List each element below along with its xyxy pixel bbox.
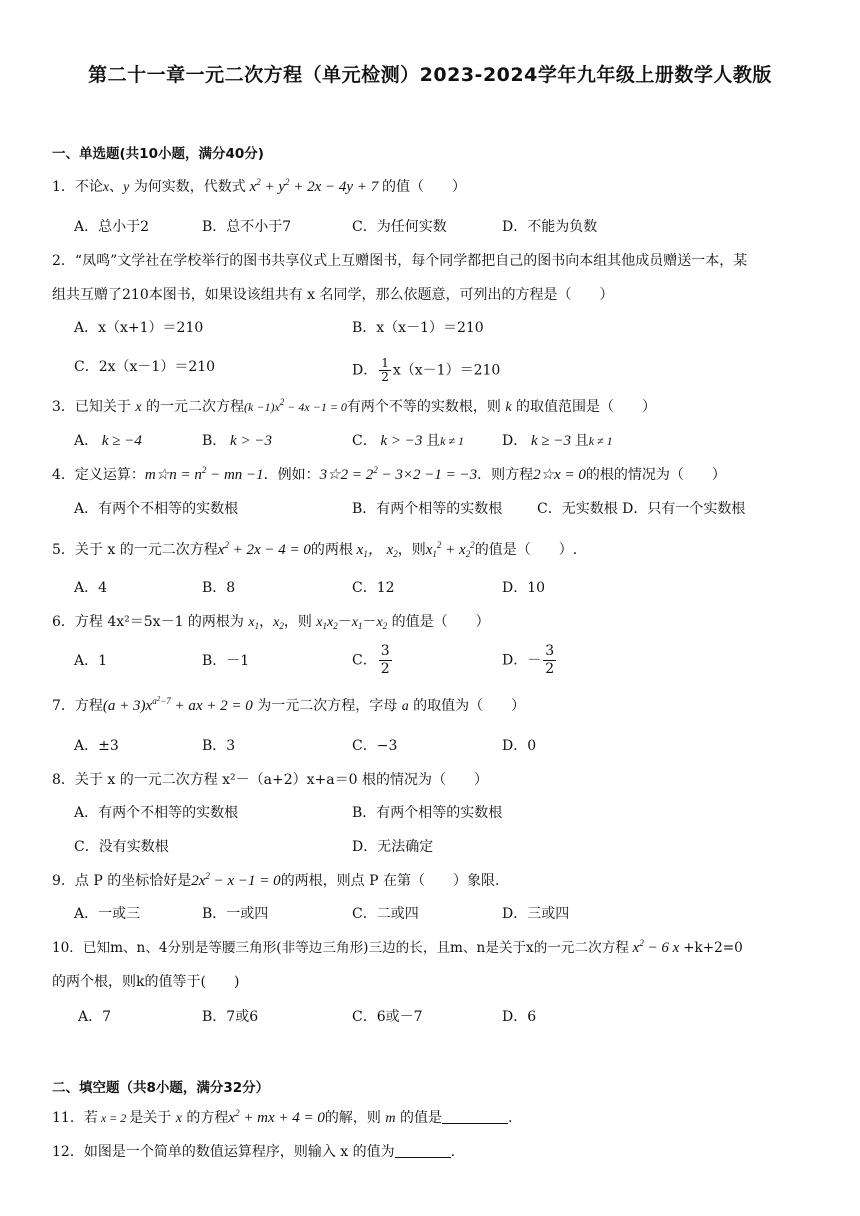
question-5: 5．关于 x 的一元二次方程$x^2 + 2x - 4 = 0$的两根 $x_1$， $x_2$，则$x_1^2 + x_2^2$的值是（ ）. — [52, 540, 578, 559]
q3-option-b[interactable]: B． k > −3 — [202, 433, 272, 449]
q7-option-b[interactable]: B．3 — [202, 738, 236, 754]
q7-option-c[interactable]: C．−3 — [352, 738, 398, 754]
q3-option-d[interactable]: D． k ≥ −3 且k ≠ 1 — [502, 433, 613, 449]
q2-option-a[interactable]: A．x（x+1）＝210 — [74, 320, 204, 336]
section-heading-fill-in: 二、填空题（共8小题，满分32分） — [52, 1080, 270, 1096]
question-12: 12．如图是一个简单的数值运算程序，则输入 x 的值为 . — [52, 1144, 456, 1160]
q8-option-a[interactable]: A．有两个不相等的实数根 — [74, 805, 239, 821]
q8-option-d[interactable]: D．无法确定 — [352, 839, 434, 855]
question-2-line-1: 2．“凤鸣”文学社在学校举行的图书共享仪式上互赠图书，每个同学都把自己的图书向本组其他成员赠送一本，某 — [52, 253, 748, 269]
q11-answer-blank[interactable] — [442, 1109, 508, 1124]
question-11: 11．若 x = 2 是关于 x 的方程$x^2$ + mx + 4 = 0的解，则 m 的值是 . — [52, 1108, 513, 1126]
q8-option-c[interactable]: C．没有实数根 — [74, 839, 169, 855]
q1-expression: $x^2 + y^2 + 2x - 4y + 7$ — [245, 177, 382, 195]
question-8: 8．关于 x 的一元二次方程 x²－（a+2）x+a＝0 根的情况为（ ） — [52, 772, 488, 788]
question-7: 7．方程$(a + 3)x^{a^2-7}$ + ax + 2 = 0 为一元二次方程，字母 a 的取值为（ ） — [52, 695, 526, 714]
q3-equation: $(k -1)x^2 - 4x -1 = 0$ — [244, 397, 347, 414]
q9-option-b[interactable]: B．一或四 — [202, 906, 269, 922]
question-3: 3．已知关于 x 的一元二次方程$(k -1)x^2 - 4x -1 = 0$有两个不等的实数根，则 k 的取值范围是（ ） — [52, 397, 657, 415]
q12-answer-blank[interactable] — [395, 1143, 451, 1158]
q2-option-b[interactable]: B．x（x－1）＝210 — [352, 320, 484, 336]
q7-option-a[interactable]: A．±3 — [74, 738, 119, 754]
question-1: 1．不论x、y 为何实数，代数式 $x^2 + y^2 + 2x - 4y + 7$ 的值（ ） — [52, 177, 466, 195]
q6-option-d[interactable]: D．－ $\frac{3}{2}$ — [502, 643, 555, 677]
q4-option-b[interactable]: B．有两个相等的实数根 — [352, 501, 503, 517]
question-4: 4．定义运算：m☆n = $n^2$ − mn −1．例如：3☆2 = $2^2 - 3\times 2 -1 = -3$．则方程2☆x = 0的根的情况为（ ） — [52, 465, 726, 483]
q6-option-a[interactable]: A．1 — [74, 653, 108, 669]
q1-option-a[interactable]: A．总小于2 — [74, 219, 150, 235]
q10-option-a[interactable]: A．7 — [78, 1009, 112, 1025]
q2-half-fraction: $\frac{1}{2}$ — [381, 356, 389, 384]
question-2-line-2: 组共互赠了210本图书，如果设该组共有 x 名同学，那么依题意，可列出的方程是（ ） — [52, 287, 614, 303]
question-9: 9．点 P 的坐标恰好是$2x^2 - x -1 = 0$的两根，则点 P 在第（ ）象限. — [52, 871, 500, 889]
q8-option-b[interactable]: B．有两个相等的实数根 — [352, 805, 503, 821]
q9-option-c[interactable]: C．二或四 — [352, 906, 419, 922]
q1-option-d[interactable]: D．不能为负数 — [502, 219, 598, 235]
q5-option-b[interactable]: B．8 — [202, 580, 236, 596]
q3-option-a[interactable]: A． k ≥ −4 — [74, 433, 142, 449]
q7-option-d[interactable]: D．0 — [502, 738, 537, 754]
q9-option-d[interactable]: D．三或四 — [502, 906, 570, 922]
q10-option-c[interactable]: C．6或－7 — [352, 1009, 423, 1025]
page-title: 第二十一章一元二次方程（单元检测）2023-2024学年九年级上册数学人教版 — [88, 64, 772, 86]
q10-option-d[interactable]: D．6 — [502, 1009, 537, 1025]
q5-option-c[interactable]: C．12 — [352, 580, 395, 596]
q10-option-b[interactable]: B．7或6 — [202, 1009, 259, 1025]
q6-option-b[interactable]: B．－1 — [202, 653, 250, 669]
q6-option-c[interactable]: C． $\frac{3}{2}$ — [352, 643, 390, 677]
q9-option-a[interactable]: A．一或三 — [74, 906, 141, 922]
q2-option-c[interactable]: C．2x（x－1）＝210 — [74, 359, 216, 375]
section-heading-single-choice: 一、单选题(共10小题，满分40分) — [52, 146, 264, 162]
question-6: 6．方程 4x²＝5x－1 的两根为 $x_1$，$x_2$，则 $x_1x_2-x_1-x_2$ 的值是（ ） — [52, 614, 490, 631]
question-10-line-2: 的两个根，则k的值等于( ) — [52, 974, 240, 990]
q1-option-c[interactable]: C．为任何实数 — [352, 219, 447, 235]
q5-option-a[interactable]: A．4 — [74, 580, 108, 596]
q5-option-d[interactable]: D．10 — [502, 580, 546, 596]
q4-option-cd[interactable]: C．无实数根 D．只有一个实数根 — [537, 501, 746, 517]
q1-option-b[interactable]: B．总不小于7 — [202, 219, 292, 235]
question-10-line-1: 10．已知m、n、4分别是等腰三角形(非等边三角形)三边的长，且m、n是关于x的一元二次方程 $x^2 - 6$ x +k+2=0 — [52, 938, 743, 956]
q3-option-c[interactable]: C． k > −3 且k ≠ 1 — [352, 433, 465, 449]
q4-option-a[interactable]: A．有两个不相等的实数根 — [74, 501, 239, 517]
q2-option-d[interactable]: D． $\frac{1}{2}$ x（x－1）＝210 — [352, 356, 501, 384]
